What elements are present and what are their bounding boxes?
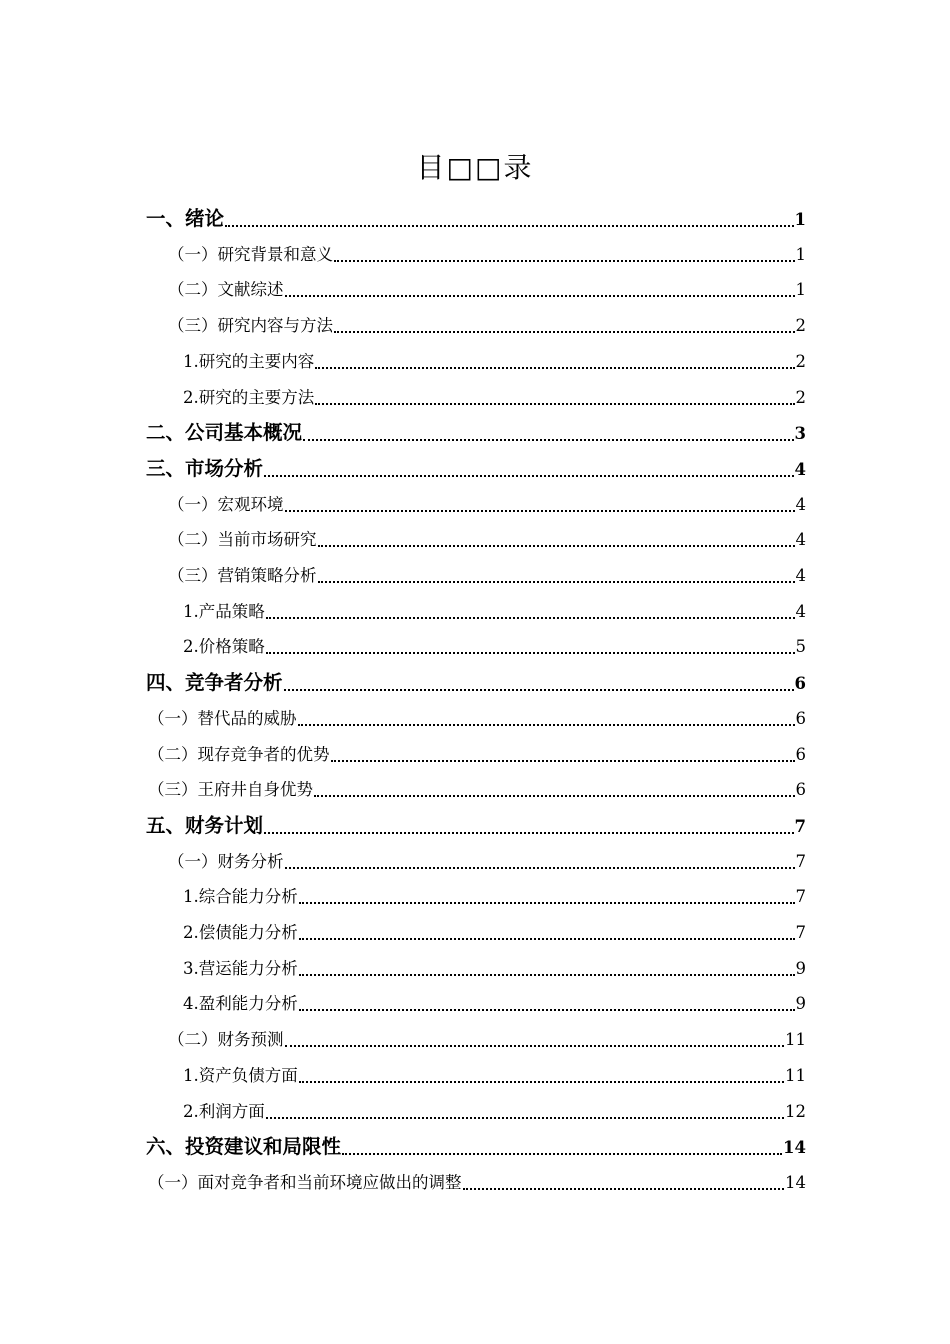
toc-entry-label: 二、公司基本概况 [146, 421, 303, 445]
toc-entry-label: （一）研究背景和意义 [168, 244, 333, 264]
toc-dot-leader [463, 1166, 785, 1200]
toc-entry[interactable] [168, 238, 806, 272]
toc-page-number: 6 [795, 708, 806, 728]
toc-page-number: 11 [785, 1030, 806, 1050]
toc-dot-leader [318, 559, 795, 593]
toc-page-number: 2 [795, 316, 806, 336]
toc-entry[interactable] [183, 595, 806, 629]
toc-entry[interactable] [183, 1059, 806, 1093]
toc-page-number: 4 [794, 459, 806, 479]
toc-entry[interactable] [146, 1130, 806, 1164]
toc-entry-label: 一、绪论 [146, 207, 225, 230]
toc-entry[interactable] [183, 1095, 806, 1129]
toc-entry[interactable] [168, 1023, 806, 1057]
page-title: 目□□录 [416, 151, 534, 184]
toc-entry[interactable] [146, 452, 806, 486]
toc-page-number: 9 [795, 994, 806, 1014]
toc-dot-leader [342, 1130, 782, 1164]
toc-dot-leader [299, 916, 795, 950]
toc-page-number: 11 [785, 1065, 806, 1085]
toc-entry[interactable] [146, 809, 806, 843]
toc-page-number: 7 [795, 851, 806, 871]
toc-dot-leader [299, 880, 795, 914]
toc-entry-label: （二）文献综述 [168, 280, 284, 300]
toc-entry[interactable] [146, 416, 806, 450]
toc-entry[interactable] [168, 273, 806, 307]
toc-entry-label: （一）宏观环境 [168, 494, 284, 514]
toc-entry[interactable] [183, 952, 806, 986]
toc-entry-label: 1.综合能力分析 [183, 887, 298, 907]
toc-dot-leader [299, 1059, 784, 1093]
toc-entry-label: （二）财务预测 [168, 1030, 284, 1050]
toc-entry-label: （一）财务分析 [168, 851, 284, 871]
toc-dot-leader [285, 488, 795, 522]
toc-page-number: 9 [795, 958, 806, 978]
toc-entry[interactable] [168, 523, 806, 557]
toc-entry-label: 2.价格策略 [183, 637, 265, 657]
toc-dot-leader [285, 845, 795, 879]
toc-dot-leader [285, 1023, 785, 1057]
toc-page-number: 1 [795, 280, 806, 300]
toc-entry[interactable] [148, 702, 806, 736]
toc-page-number: 4 [795, 601, 806, 621]
toc-entry-label: 四、竞争者分析 [146, 671, 283, 695]
toc-page-number: 7 [795, 923, 806, 942]
toc-entry[interactable] [168, 488, 806, 522]
toc-entry-label: 六、投资建议和局限性 [146, 1135, 342, 1159]
toc-dot-leader [318, 523, 795, 557]
toc-dot-leader [266, 595, 795, 629]
toc-dot-leader [298, 702, 795, 736]
toc-entry[interactable] [168, 309, 806, 343]
toc-dot-leader [264, 809, 794, 843]
toc-page-number: 5 [795, 637, 806, 657]
toc-entry-label: （三）王府井自身优势 [148, 780, 313, 800]
toc-entry[interactable] [183, 987, 806, 1021]
toc-dot-leader [331, 738, 795, 772]
toc-page-number: 6 [795, 780, 806, 800]
toc-entry[interactable] [183, 381, 806, 415]
toc-entry-label: 2.利润方面 [183, 1101, 265, 1121]
toc-entry[interactable] [183, 630, 806, 664]
toc-dot-leader [303, 416, 794, 450]
toc-dot-leader [314, 773, 795, 807]
toc-dot-leader [264, 452, 794, 486]
toc-page-number: 4 [795, 566, 806, 585]
toc-entry-label: 1.研究的主要内容 [183, 351, 315, 371]
toc-entry-label: （二）现存竞争者的优势 [148, 744, 330, 764]
toc-dot-leader [284, 666, 794, 700]
toc-dot-leader [266, 1095, 784, 1129]
toc-page-number: 4 [795, 494, 806, 514]
toc-page-number: 2 [795, 351, 806, 371]
toc-entry-label: 1.产品策略 [183, 601, 265, 621]
toc-entry-label: 2.研究的主要方法 [183, 387, 315, 407]
toc-dot-leader [299, 952, 795, 986]
toc-dot-leader [285, 273, 795, 307]
toc-dot-leader [334, 309, 795, 343]
toc-entry[interactable] [146, 202, 806, 236]
toc-page-number: 2 [795, 387, 806, 407]
toc-entry-label: 3.营运能力分析 [183, 958, 298, 978]
toc-entry[interactable] [183, 345, 806, 379]
toc-entry-label: （一）面对竞争者和当前环境应做出的调整 [148, 1172, 462, 1192]
toc-page-number: 1 [794, 210, 806, 229]
toc-entry[interactable] [168, 559, 806, 593]
toc-entry-label: 三、市场分析 [146, 456, 264, 480]
toc-entry[interactable] [183, 880, 806, 914]
toc-entry[interactable] [148, 738, 806, 772]
toc-entry-label: 4.盈利能力分析 [183, 994, 298, 1014]
toc-entry[interactable] [183, 916, 806, 950]
toc-entry[interactable] [168, 845, 806, 879]
toc-dot-leader [225, 202, 794, 236]
toc-entry-label: 1.资产负债方面 [183, 1065, 298, 1085]
toc-page-number: 12 [785, 1101, 806, 1121]
toc-dot-leader [334, 238, 795, 272]
toc-page-number: 14 [783, 1138, 806, 1158]
toc-entry-label: （三）营销策略分析 [168, 566, 317, 585]
toc-entry-label: （三）研究内容与方法 [168, 316, 333, 336]
toc-dot-leader [315, 381, 794, 415]
toc-page-number: 7 [794, 816, 806, 836]
toc-page-number: 4 [795, 530, 806, 550]
toc-page-number: 7 [795, 887, 806, 907]
toc-dot-leader [299, 987, 795, 1021]
toc-page-number: 6 [794, 674, 806, 694]
toc-entry-label: （二）当前市场研究 [168, 530, 317, 550]
toc-page-number: 6 [795, 744, 806, 764]
toc-page-number: 3 [794, 424, 806, 444]
toc-entry-label: 五、财务计划 [146, 813, 264, 837]
toc-entry[interactable] [148, 773, 806, 807]
toc-entry[interactable] [146, 666, 806, 700]
toc-page-number: 1 [795, 244, 806, 264]
toc-dot-leader [266, 630, 795, 664]
toc-entry-label: 2.偿债能力分析 [183, 923, 298, 942]
toc-dot-leader [315, 345, 794, 379]
toc-entry-label: （一）替代品的威胁 [148, 708, 297, 728]
toc-page-number: 14 [785, 1172, 806, 1192]
toc-entry[interactable] [148, 1166, 806, 1200]
